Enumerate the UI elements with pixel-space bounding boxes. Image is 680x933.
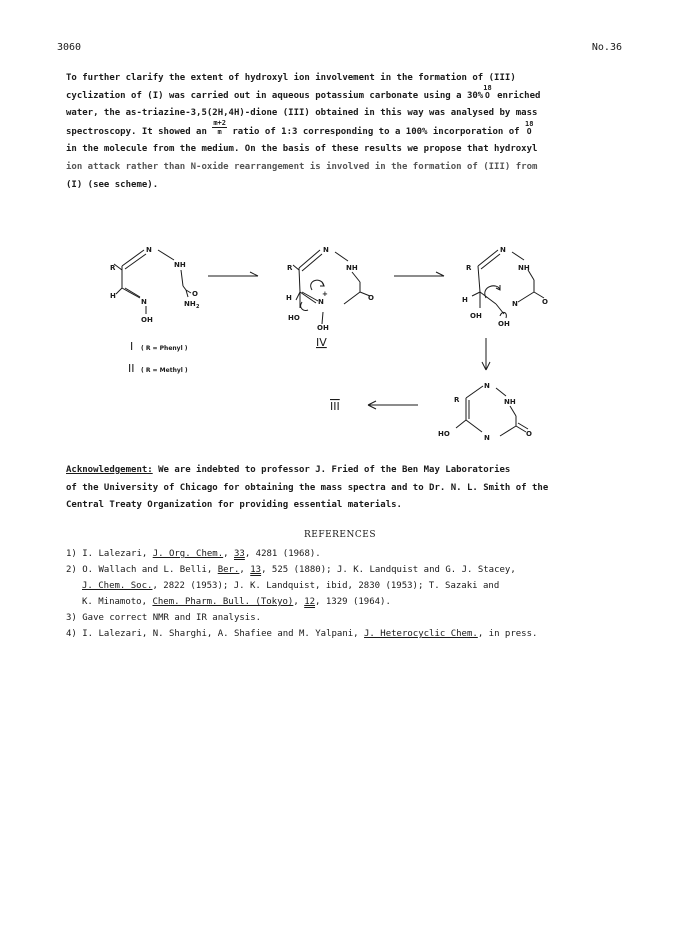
acknowledgement	[66, 462, 626, 515]
ref-journal: Chem. Pharm. Bull. (Tokyo)	[152, 597, 294, 607]
atom-label: OH	[317, 324, 329, 332]
charge-label: +	[322, 290, 328, 298]
isotope-element: O	[526, 127, 532, 137]
ref-journal: J. Heterocyclic Chem.	[364, 629, 478, 639]
ref-text: K. Minamoto,	[82, 597, 153, 607]
ref-text: , 2822 (1953); J. K. Landquist, ibid, 2830 (1953); T. Sazaki and	[152, 581, 500, 591]
atom-label: H	[110, 292, 116, 300]
atom-label: N	[141, 298, 147, 306]
reference-item: 3) Gave correct NMR and IR analysis.	[66, 613, 262, 623]
atom-label: R	[287, 264, 293, 272]
body-line-text: cyclization of (I) was carried out in aqueous potassium carbonate using a 30%	[66, 90, 484, 101]
atom-label: R	[466, 264, 472, 272]
atom-label: OH	[141, 316, 153, 324]
atom-label: NH	[346, 264, 358, 272]
body-line	[66, 118, 626, 142]
atom-label: NH	[174, 261, 186, 269]
body-line-text: ratio of 1:3 corresponding to a 100% incorporation of	[226, 126, 525, 137]
atom-label: N	[323, 246, 329, 254]
compound-legend: ( R = Methyl )	[141, 367, 188, 374]
ack-text: We are indebted to professor J. Fried of the Ben May Laboratories	[152, 465, 511, 475]
atom-label: R	[454, 396, 460, 404]
atom-label: NH	[504, 398, 516, 406]
atom-label: N	[146, 246, 152, 254]
atom-label: O	[542, 298, 548, 306]
ref-text: 4) I. Lalezari, N. Sharghi, A. Shafiee and M. Yalpani,	[66, 629, 365, 639]
ref-text: , 525 (1880); J. K. Landquist and G. J. Stacey,	[261, 565, 516, 575]
isotope-mass: 18	[483, 84, 492, 93]
reference-item	[66, 626, 646, 642]
ref-volume: 13	[250, 565, 262, 575]
reference-item	[66, 546, 646, 562]
ack-line: Central Treaty Organization for providing essential materials.	[66, 500, 402, 511]
journal-issue: No.36	[591, 42, 622, 53]
reference-item	[66, 562, 646, 578]
body-paragraph	[66, 70, 626, 194]
atom-label: N	[512, 300, 518, 308]
body-line-text: spectroscopy. It showed an	[66, 126, 213, 137]
ref-volume: 12	[304, 597, 316, 607]
ref-journal: Ber.	[217, 565, 240, 575]
mass-ratio-fraction	[212, 119, 227, 136]
references-title: REFERENCES	[303, 530, 376, 540]
references-list	[66, 546, 646, 642]
body-line-text: enriched	[491, 90, 541, 101]
body-line: ion attack rather than N-oxide rearrangement is involved in the formation of (III) from	[66, 161, 538, 172]
fraction-numerator: m+2	[213, 118, 226, 127]
ref-text: ,	[239, 565, 251, 575]
reference-continuation	[66, 594, 646, 610]
ref-text: , 1329 (1964).	[315, 597, 391, 607]
compound-number: I	[130, 340, 134, 353]
page-number: 3060	[57, 42, 82, 53]
ref-text: 1) I. Lalezari,	[66, 549, 153, 559]
ref-volume: 33	[234, 549, 245, 559]
isotope-element: O	[485, 91, 490, 101]
ack-title: Acknowledgement:	[66, 465, 153, 475]
ref-journal: J. Chem. Soc.	[82, 581, 153, 591]
body-line	[66, 84, 626, 106]
isotope-label	[525, 121, 533, 135]
atom-label: HO	[438, 430, 450, 438]
atom-label: O	[526, 430, 532, 438]
compound-legend: ( R = Phenyl )	[141, 345, 188, 352]
atom-label: NH	[184, 300, 196, 308]
isotope-label	[483, 85, 491, 99]
body-line: (I) (see scheme).	[66, 179, 159, 190]
atom-label: HO	[288, 314, 300, 322]
body-line: in the molecule from the medium. On the basis of these results we propose that hydroxyl	[66, 144, 538, 155]
fraction-denominator: m	[217, 127, 222, 136]
ref-text: ,	[293, 597, 305, 607]
atom-label: OH	[470, 312, 482, 320]
isotope-mass: 18	[524, 120, 534, 129]
atom-label: 2	[196, 304, 200, 310]
atom-label: H	[462, 296, 468, 304]
atom-label: O	[192, 290, 198, 298]
atom-label: N	[484, 434, 490, 442]
ref-text: , 4281 (1968).	[244, 549, 321, 559]
atom-label: OH	[498, 320, 510, 328]
compound-label-iv: IV	[316, 336, 327, 349]
compound-label-iii: III	[330, 400, 340, 413]
atom-label: R	[110, 264, 116, 272]
atom-label: O	[368, 294, 374, 302]
ack-line	[66, 462, 626, 480]
ref-text: , in press.	[477, 629, 538, 639]
atom-label: H	[286, 294, 292, 302]
atom-label: N	[484, 382, 490, 390]
atom-label: N	[500, 246, 506, 254]
reference-continuation	[66, 578, 646, 594]
ref-journal: J. Org. Chem.	[152, 549, 224, 559]
body-line: To further clarify the extent of hydroxyl ion involvement in the formation of (III)	[66, 73, 516, 83]
reaction-scheme	[0, 230, 680, 450]
ref-text: 2) O. Wallach and L. Belli,	[66, 565, 218, 575]
compound-number: II	[128, 362, 135, 375]
atom-label: N	[318, 298, 324, 306]
ref-text: ,	[223, 549, 234, 559]
atom-label: NH	[518, 264, 530, 272]
ack-line: of the University of Chicago for obtaining the mass spectra and to Dr. N. L. Smith of the	[66, 482, 549, 493]
body-line: water, the as-triazine-3,5(2H,4H)-dione (III) obtained in this way was analysed by mass	[66, 108, 538, 119]
